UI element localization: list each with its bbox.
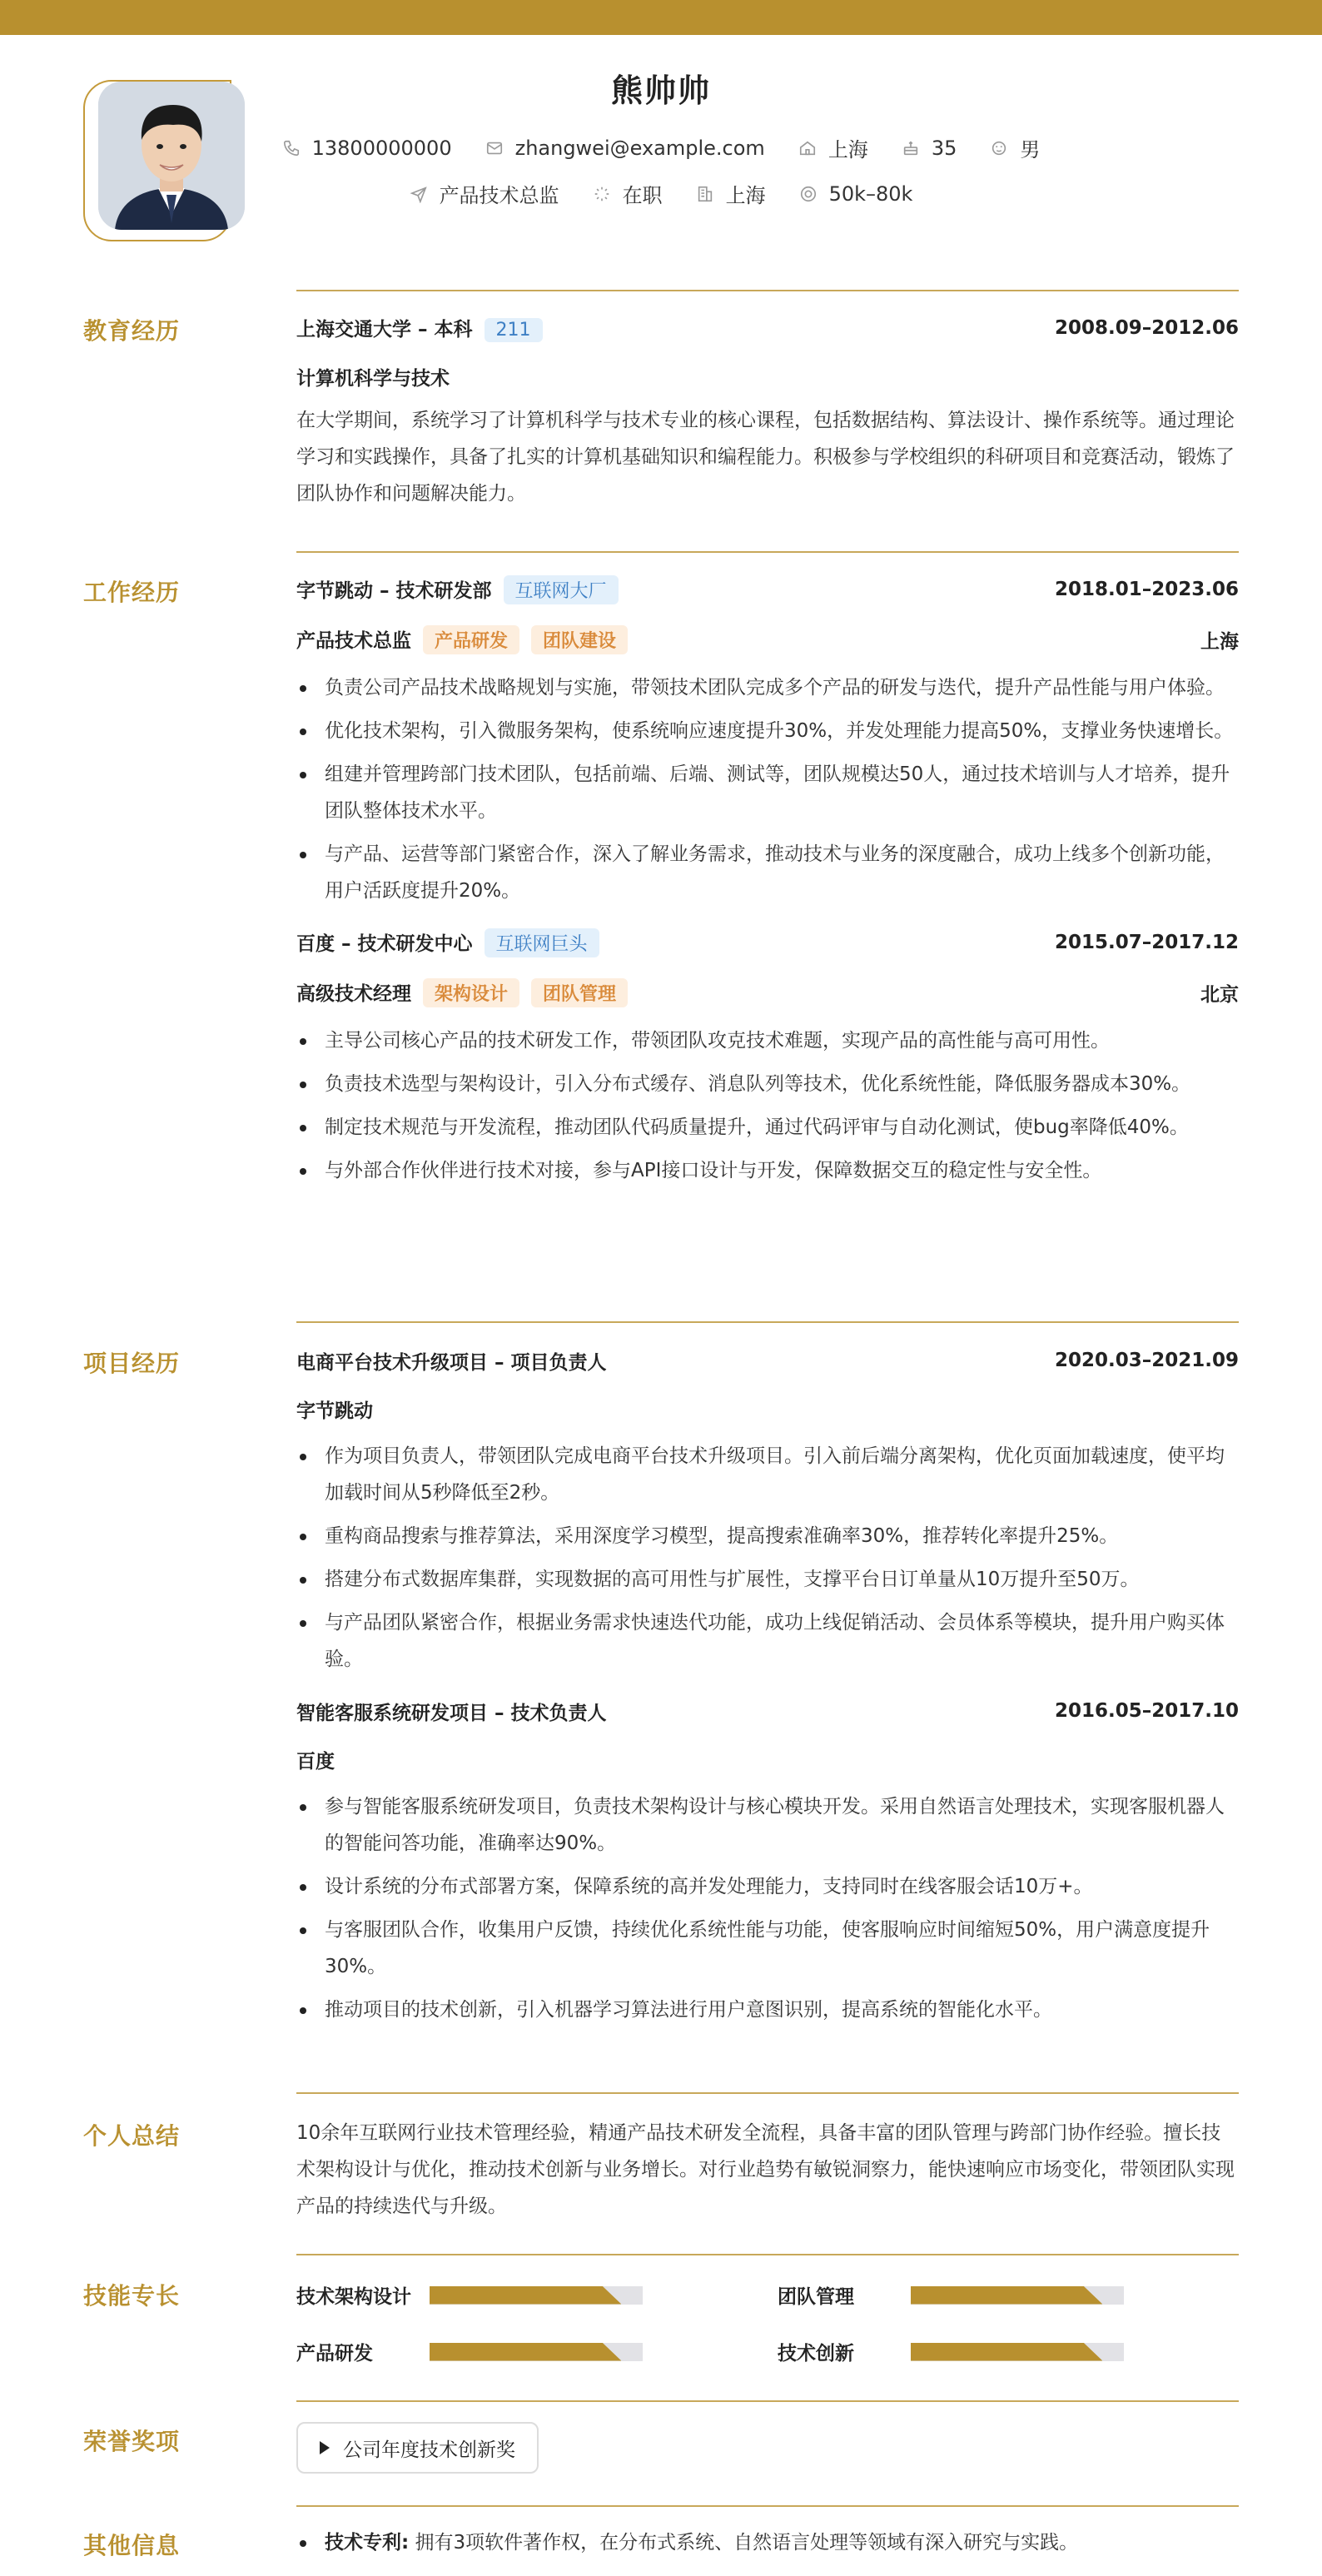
skill-bar-fill — [430, 2286, 621, 2305]
project-bullets — [296, 1438, 1239, 1678]
list-item: 主导公司核心产品的技术研发工作，带领团队攻克技术难题，实现产品的高性能与高可用性。 — [296, 1022, 1239, 1059]
education-block — [296, 313, 1239, 512]
company-name: 字节跳动 – 技术研发部 — [296, 579, 492, 602]
contact-row — [0, 133, 1322, 162]
skill-tag: 团队管理 — [531, 978, 628, 1007]
other-block — [296, 2524, 1239, 2568]
project-bullets — [296, 1788, 1239, 2028]
divider — [296, 2400, 1239, 2402]
work-bullets — [296, 669, 1239, 909]
skill-bar — [430, 2343, 643, 2361]
list-item: 参与智能客服系统研发项目，负责技术架构设计与核心模块开发。采用自然语言处理技术，实现客服机器人的智能问答功能，准确率达90%。 — [296, 1788, 1239, 1862]
position-item — [410, 179, 559, 208]
project-date: 2020.03–2021.09 — [1054, 1350, 1239, 1371]
work-date: 2018.01–2023.06 — [1054, 579, 1239, 600]
divider — [296, 2092, 1239, 2094]
list-item: 搭建分布式数据库集群，实现数据的高可用性与扩展性，支撑平台日订单量从10万提升至50万。 — [296, 1561, 1239, 1598]
skill-bar — [911, 2343, 1124, 2361]
work-item — [296, 574, 1239, 909]
award-label: 公司年度技术创新奖 — [343, 2439, 515, 2461]
mail-icon — [485, 139, 504, 157]
skill-name: 团队管理 — [778, 2286, 854, 2308]
skill-tag: 团队建设 — [531, 625, 628, 654]
status-item — [593, 179, 663, 208]
job-title: 产品技术总监 — [296, 629, 411, 652]
section-title-work: 工作经历 — [83, 579, 181, 606]
phone-text: 13800000000 — [311, 136, 452, 160]
list-item: 与外部合作伙伴进行技术对接，参与API接口设计与开发，保障数据交互的稳定性与安全性。 — [296, 1152, 1239, 1189]
list-item: 与产品团队紧密合作，根据业务需求快速迭代功能，成功上线促销活动、会员体系等模块，提升用户购买体验。 — [296, 1604, 1239, 1678]
list-item: 负责技术选型与架构设计，引入分布式缓存、消息队列等技术，优化系统性能，降低服务器成本30%。 — [296, 1066, 1239, 1102]
list-item: 设计系统的分布式部署方案，保障系统的高并发处理能力，支持同时在线客服会话10万+。 — [296, 1868, 1239, 1905]
project-company: 字节跳动 — [296, 1400, 373, 1422]
cake-icon — [902, 139, 920, 157]
job-title: 高级技术经理 — [296, 982, 411, 1005]
skill-item — [778, 2338, 1124, 2365]
work-item — [296, 927, 1239, 1189]
gender-icon — [990, 139, 1008, 157]
phone-icon — [282, 139, 301, 157]
company-tag: 互联网巨头 — [485, 928, 599, 957]
skill-bar — [430, 2286, 643, 2305]
list-item: 推动项目的技术创新，引入机器学习算法进行用户意图识别，提高系统的智能化水平。 — [296, 1992, 1239, 2028]
company-name: 百度 – 技术研发中心 — [296, 932, 473, 955]
education-head — [296, 313, 1239, 343]
list-item: 制定技术规范与开发流程，推动团队代码质量提升，通过代码评审与自动化测试，使bug率降低40%。 — [296, 1109, 1239, 1146]
status-text: 在职 — [622, 184, 663, 207]
list-item: 负责公司产品技术战略规划与实施，带领技术团队完成多个产品的研发与迭代，提升产品性能与用户体验。 — [296, 669, 1239, 706]
project-company: 百度 — [296, 1751, 335, 1773]
project-name: 智能客服系统研发项目 – 技术负责人 — [296, 1702, 607, 1724]
section-title-education: 教育经历 — [83, 317, 181, 345]
section-title-skills: 技能专长 — [83, 2282, 181, 2310]
list-item — [296, 2524, 1239, 2561]
top-accent-bar — [0, 0, 1322, 35]
list-item: 与产品、运营等部门紧密合作，深入了解业务需求，推动技术与业务的深度融合，成功上线多个创新功能，用户活跃度提升20%。 — [296, 836, 1239, 909]
candidate-name: 熊帅帅 — [610, 72, 711, 109]
city-text: 上海 — [827, 138, 868, 162]
salary-text: 50k–80k — [828, 182, 913, 206]
work-city: 北京 — [1200, 983, 1239, 1006]
job-intent-row — [0, 179, 1322, 208]
skill-bar-fill — [911, 2343, 1102, 2361]
divider — [296, 2505, 1239, 2507]
position-text: 产品技术总监 — [439, 184, 559, 207]
project-date: 2016.05–2017.10 — [1054, 1700, 1239, 1722]
school-name: 上海交通大学 – 本科 — [296, 319, 473, 341]
expected-city-item — [696, 179, 766, 208]
work-block — [296, 574, 1239, 1196]
other-text: 拥有3项软件著作权，在分布式系统、自然语言处理等领域有深入研究与实践。 — [415, 2532, 1079, 2554]
email-item — [485, 137, 765, 160]
divider — [296, 1321, 1239, 1323]
section-title-awards: 荣誉奖项 — [83, 2428, 181, 2455]
list-item: 与客服团队合作，收集用户反馈，持续优化系统性能与功能，使客服响应时间缩短50%，用户满意度提升30%。 — [296, 1912, 1239, 1985]
skill-bar-fill — [911, 2286, 1102, 2305]
project-block — [296, 1345, 1239, 2035]
work-bullets — [296, 1022, 1239, 1189]
project-item — [296, 1696, 1239, 2028]
age-item — [902, 137, 957, 160]
work-date: 2015.07–2017.12 — [1054, 932, 1239, 953]
skill-name: 技术架构设计 — [296, 2286, 411, 2308]
salary-item — [799, 182, 913, 206]
money-icon — [799, 185, 818, 203]
skill-item — [296, 2281, 643, 2309]
project-item — [296, 1345, 1239, 1678]
skill-bar — [911, 2286, 1124, 2305]
play-icon — [320, 2441, 330, 2454]
education-date: 2008.09–2012.06 — [1054, 317, 1239, 339]
skill-item — [296, 2338, 643, 2365]
send-icon — [410, 185, 428, 203]
email-text: zhangwei@example.com — [514, 136, 765, 160]
skill-item — [778, 2281, 1124, 2309]
skill-name: 技术创新 — [778, 2343, 854, 2365]
list-item: 重构商品搜索与推荐算法，采用深度学习模型，提高搜索准确率30%，推荐转化率提升25%。 — [296, 1518, 1239, 1554]
gender-item — [990, 133, 1040, 162]
major: 计算机科学与技术 — [296, 368, 450, 390]
age-text: 35 — [931, 136, 957, 160]
education-desc: 在大学期间，系统学习了计算机科学与技术专业的核心课程，包括数据结构、算法设计、操作系统等。通过理论学习和实践操作，具备了扎实的计算机基础知识和编程能力。积极参与学校组织的科研项目和竞赛活动，锻炼了团队协作和问题解决能力。 — [296, 410, 1235, 505]
education-tag: 211 — [485, 318, 543, 342]
awards-block — [296, 2422, 1239, 2474]
list-item: 组建并管理跨部门技术团队，包括前端、后端、测试等，团队规模达50人，通过技术培训与人才培养，提升团队整体技术水平。 — [296, 756, 1239, 829]
list-item: 作为项目负责人，带领团队完成电商平台技术升级项目。引入前后端分离架构，优化页面加载速度，使平均加载时间从5秒降低至2秒。 — [296, 1438, 1239, 1511]
project-name: 电商平台技术升级项目 – 项目负责人 — [296, 1351, 607, 1374]
city-item — [798, 133, 868, 162]
skill-tag: 产品研发 — [423, 625, 519, 654]
loading-icon — [593, 185, 611, 203]
list-item: 优化技术架构，引入微服务架构，使系统响应速度提升30%，并发处理能力提高50%，支撑业务快速增长。 — [296, 713, 1239, 749]
other-label: 技术专利: — [325, 2532, 410, 2554]
expected-city-text: 上海 — [725, 184, 766, 207]
divider — [296, 2254, 1239, 2255]
divider — [296, 290, 1239, 291]
divider — [296, 551, 1239, 553]
company-tag: 互联网大厂 — [504, 575, 619, 604]
building-icon — [696, 185, 714, 203]
award-item[interactable] — [296, 2422, 539, 2474]
section-title-other: 其他信息 — [83, 2532, 181, 2559]
home-icon — [798, 139, 817, 157]
section-title-project: 项目经历 — [83, 1350, 181, 1377]
phone-item — [282, 137, 452, 160]
skill-bar-fill — [430, 2343, 621, 2361]
skill-name: 产品研发 — [296, 2343, 373, 2365]
gender-text: 男 — [1020, 138, 1041, 162]
summary-text: 10余年互联网行业技术管理经验，精通产品技术研发全流程，具备丰富的团队管理与跨部门协作经验。擅长技术架构设计与优化，推动技术创新与业务增长。对行业趋势有敏锐洞察力，能快速响应市场变化，带领团队实现产品的持续迭代与升级。 — [296, 2122, 1235, 2217]
section-title-summary: 个人总结 — [83, 2122, 181, 2150]
skill-tag: 架构设计 — [423, 978, 519, 1007]
work-city: 上海 — [1200, 630, 1239, 653]
other-list — [296, 2524, 1239, 2561]
